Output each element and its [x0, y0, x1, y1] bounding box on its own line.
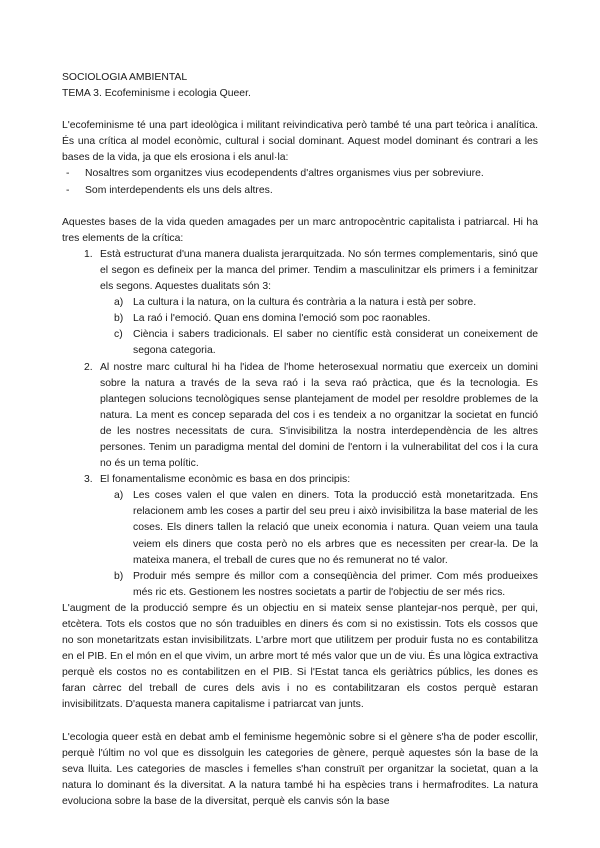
document-body: [62, 70, 538, 810]
sub-item-letter: a): [114, 297, 124, 309]
numbered-item-3: [62, 472, 538, 488]
bullet-text: Som interdependents els uns dels altres.: [85, 184, 273, 196]
section2-closing: L'augment de la producció sempre és un objectiu en si mateix sense plantejar-nos perquè, per qui, etcètera. Tots els costos que no són traduibles en diners és com si no existissin. Tots els cossos que no son monetaritzats estan invisibilitzats. L'arbre mort que utilitzem per produir fusta no es contabilitza en el PIB. En el món en el que vivim, un arbre mort té més valor que un de viu. És una lògica extractiva perquè els costos no es contabilitzen en el PIB. Si l'Estat tanca els geriàtrics públics, les dones es faran càrrec del treball de cures dels avis i no es contabilitzaran els costos perquè estaran invisibilitzats. D'aquesta manera capitalisme i patriarcat van junts.: [62, 602, 538, 711]
section2-intro: Aquestes bases de la vida queden amagades per un marc antropocèntric capitalista i patriarcal. Hi ha tres elements de la crítica:: [62, 216, 538, 244]
sub-item-letter: c): [114, 329, 123, 341]
sub-item-a: [62, 295, 538, 311]
section3-paragraph: L'ecologia queer està en debat amb el feminisme hegemònic sobre si el gènere s'ha de poder escollir, perquè l'últim no vol que es dissolguin les categories de gènere, perquè aquestes són la base de la seva lluita. Les categories de mascles i femelles s'han construït per organitzar la societat, quan a la natura lo dominant és la diversitat. A la natura també hi ha espècies trans i hermafrodites. La natura evoluciona sobre la base de la diversitat, perquè els canvis són la base: [62, 731, 538, 807]
sub-item-text: La cultura i la natura, on la cultura és contrària a la natura i està per sobre.: [133, 297, 477, 309]
numbered-item-2: [62, 360, 538, 473]
numbered-item-1: [62, 247, 538, 295]
item-text: Està estructurat d'una manera dualista jerarquitzada. No són termes complementaris, sinó que el segon es defineix per la manca del primer. Tendim a masculinitzar els primers i a feminitzar els segons. Aquestes dualitats són 3:: [100, 248, 538, 293]
bullet-item: [62, 183, 538, 199]
bullet-dash: -: [66, 184, 70, 196]
item-number: 1.: [84, 248, 93, 260]
item-text: Al nostre marc cultural hi ha l'idea de l'home heterosexual normatiu que exerceix un domini sobre la natura a través de la seva raó i la seva raó pràctica, que és la tecnologia. Es plantegen solucions tecnològiques sense plantejament de model per resoldre problemes de la natura. La ment es concep separada del cos i es tendeix a no organitzar la societat en funció de les nostres necessitats de cura. S'invisibilitza la nostra interdependència de les altres persones. Tenim un paradigma mental del domini de l'entorn i la vulnerabilitat del cos i la cura no és un tema polític.: [100, 361, 538, 470]
bullet-text: Nosaltres som organitzes vius ecodependents d'altres organismes vius per sobreviure.: [85, 168, 484, 180]
sub-item-text: Produir més sempre és millor com a conseqüència del primer. Com més produeixes més ric ets. Gestionem les nostres societats a partir de l'objectiu de ser més rics.: [133, 570, 538, 598]
sub-item-c: [62, 327, 538, 359]
course-title: SOCIOLOGIA AMBIENTAL: [62, 72, 188, 83]
sub-item-a: [62, 488, 538, 568]
sub-item-text: Les coses valen el que valen en diners. Tota la producció està monetaritzada. Ens relacionem amb les coses a partir del seu preu i això invisibilitza la base material de les coses. Els diners tallen la relació que uneix economia i natura. Quan veiem una taula veiem els diners que costa però no els arbres que es necessiten per crear-la. De la mateixa manera, el treball de cures que no és remunerat no té valor.: [133, 490, 538, 566]
intro-paragraph: L'ecofeminisme té una part ideològica i militant reivindicativa però també té una part teòrica i analítica. És una crítica al model econòmic, cultural i social dominant. Aquest model dominant és contrari a les bases de la vida, ja que els erosiona i els anul·la:: [62, 120, 538, 164]
topic-title: TEMA 3. Ecofeminisme i ecologia Queer.: [62, 88, 251, 100]
sub-item-b: [62, 569, 538, 601]
sub-item-letter: b): [114, 570, 124, 582]
sub-item-b: [62, 311, 538, 327]
sub-item-text: Ciència i sabers tradicionals. El saber no científic està considerat un coneixement de segona categoria.: [133, 329, 538, 357]
item-number: 3.: [84, 474, 93, 486]
item-text: El fonamentalisme econòmic es basa en dos principis:: [100, 474, 351, 486]
sub-item-letter: a): [114, 490, 124, 502]
sub-item-text: La raó i l'emoció. Quan ens domina l'emoció som poc raonables.: [133, 313, 431, 325]
item-number: 2.: [84, 361, 93, 373]
bullet-dash: -: [66, 168, 70, 180]
sub-item-letter: b): [114, 313, 124, 325]
bullet-item: [62, 166, 538, 182]
